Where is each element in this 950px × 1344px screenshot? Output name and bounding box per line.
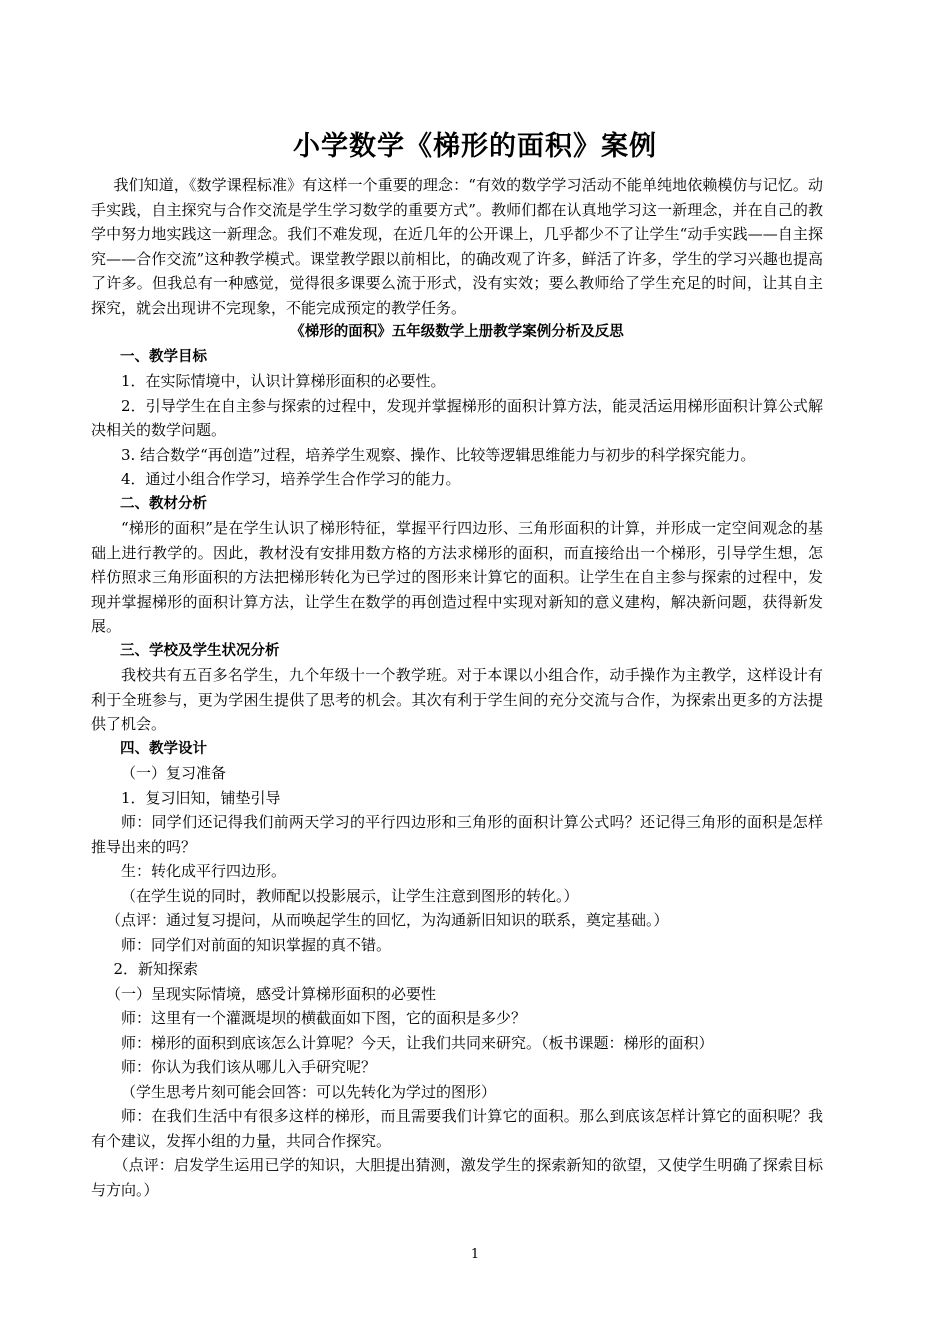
comment-note: （点评：通过复习提问，从而唤起学生的回忆，为沟通新旧知识的联系，奠定基础。）	[106, 911, 669, 929]
design-step-heading: 1．复习旧知，铺垫引导	[121, 788, 281, 807]
document-body	[91, 173, 823, 1202]
goal-item: 2．引导学生在自主参与探索的过程中，发现并掌握梯形的面积计算方法，能灵活运用梯形面积计算公式解决相关的数学问题。	[91, 396, 823, 439]
materials-paragraph: “梯形的面积”是在学生认识了梯形特征，掌握平行四边形、三角形面积的计算，并形成一定空间观念的基础上进行教学的。因此，教材没有安排用数方格的方法求梯形的面积，而直接给出一个梯形，引导学生想，怎样仿照求三角形面积的方法把梯形转化为已学过的图形来计算它的面积。让学生在自主参与探索的过程中，发现并掌握梯形的面积计算方法，让学生在数学的再创造过程中实现对新知的意义建构，解决新问题，获得新发展。	[91, 519, 823, 635]
section-heading-goals: 一、教学目标	[120, 348, 207, 365]
dialogue-line: 生：转化成平行四边形。	[121, 862, 287, 880]
goal-item: 3. 结合数学“再创造”过程，培养学生观察、操作、比较等逻辑思维能力与初步的科学探究能力。	[121, 445, 756, 464]
section-heading-materials: 二、教材分析	[120, 495, 207, 512]
case-subtitle: 《梯形的面积》五年级数学上册教学案例分析及反思	[290, 324, 624, 340]
dialogue-line: 师：同学们对前面的知识掌握的真不错。	[121, 935, 392, 954]
dialogue-line: 师：你认为我们该从哪儿入手研究呢？	[121, 1058, 377, 1076]
design-step-heading: 2．新知探索	[113, 960, 199, 978]
design-part-heading: （一）呈现实际情境，感受计算梯形面积的必要性	[106, 984, 437, 1003]
dialogue-line: 师：同学们还记得我们前两天学习的平行四边形和三角形的面积计算公式吗？还记得三角形的面积是怎样推导出来的吗？	[91, 813, 823, 856]
teaching-note: （在学生说的同时，教师配以投影展示，让学生注意到图形的转化。）	[121, 886, 579, 905]
dialogue-line: 师：这里有一个灌溉堤坝的横截面如下图，它的面积是多少？	[121, 1009, 527, 1027]
section-heading-design: 四、教学设计	[120, 740, 207, 757]
dialogue-line: 师：梯形的面积到底该怎么计算呢？今天，让我们共同来研究。（板书课题：梯形的面积）	[121, 1033, 714, 1052]
goal-item: 1．在实际情境中，认识计算梯形面积的必要性。	[121, 372, 446, 390]
dialogue-line: 师：在我们生活中有很多这样的梯形，而且需要我们计算它的面积。那么到底该怎样计算它的面积呢？我有个建议，发挥小组的力量，共同合作探究。	[91, 1107, 823, 1150]
teaching-note: （学生思考片刻可能会回答：可以先转化为学过的图形）	[121, 1082, 497, 1101]
intro-paragraph: 我们知道，《数学课程标准》有这样一个重要的理念：“有效的数学学习活动不能单纯地依赖模仿与记忆。动手实践，自主探究与合作交流是学生学习数学的重要方式”。教师们都在认真地学习这一新理念，并在自己的教学中努力地实践这一新理念。我们不难发现，在近几年的公开课上，几乎都少不了让学生“动手实践——自主探究——合作交流”这种教学模式。课堂教学跟以前相比，的确改观了许多，鲜活了许多，学生的学习兴趣也提高了许多。但我总有一种感觉，觉得很多课要么流于形式，没有实效；要么教师给了学生充足的时间，让其自主探究，就会出现讲不完现象，不能完成预定的教学任务。	[91, 176, 823, 317]
design-part-heading: （一）复习准备	[121, 764, 227, 782]
page-number: 1	[470, 1247, 480, 1262]
comment-note: （点评：启发学生运用已学的知识，大胆提出猜测，激发学生的探索新知的欲望，又使学生明确了探索目标与方向。）	[91, 1156, 823, 1199]
students-paragraph: 我校共有五百多名学生，九个年级十一个教学班。对于本课以小组合作，动手操作为主教学，这样设计有利于全班参与，更为学困生提供了思考的机会。其次有利于学生间的充分交流与合作，为探索出更多的方法提供了机会。	[91, 666, 823, 733]
goal-item: 4．通过小组合作学习，培养学生合作学习的能力。	[121, 470, 461, 488]
section-heading-students: 三、学校及学生状况分析	[120, 642, 280, 659]
document-title: 小学数学《梯形的面积》案例	[293, 131, 657, 162]
